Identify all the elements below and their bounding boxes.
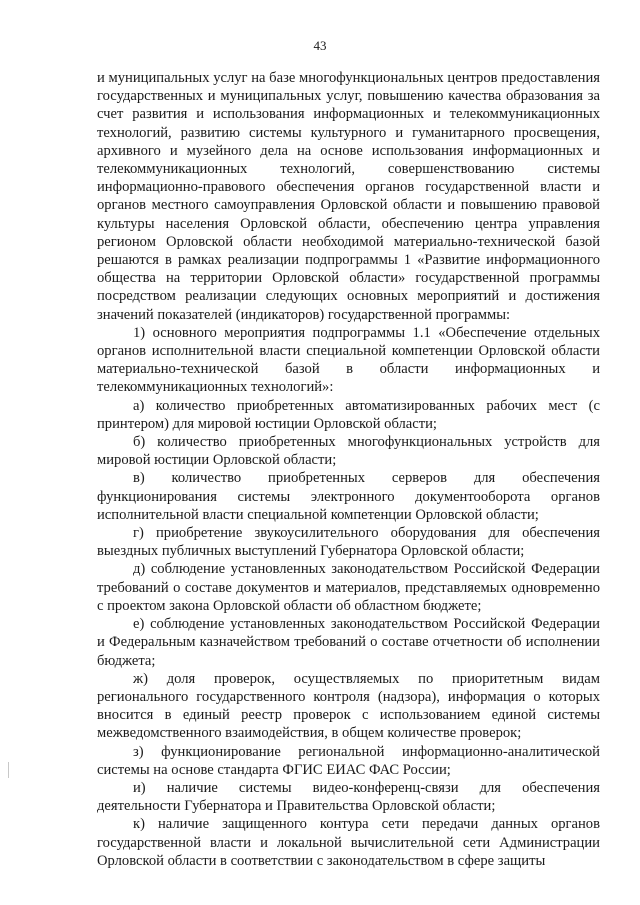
list-item-i: и) наличие системы видео-конференц-связи для обеспечения деятельности Губернатора и Правительства Орловской области; bbox=[97, 779, 600, 815]
list-item-v: в) количество приобретенных серверов для обеспечения функционирования системы электронного документооборота органов исполнительной власти специальной компетенции Орловской области; bbox=[97, 470, 600, 523]
scan-margin-mark bbox=[8, 762, 9, 778]
list-item-g: г) приобретение звукоусилительного оборудования для обеспечения выездных публичных выступлений Губернатора Орловской области; bbox=[97, 525, 600, 560]
page-number: 43 bbox=[313, 38, 327, 53]
paragraph-intro-continuation: и муниципальных услуг на базе многофункциональных центров предоставления государственных и муниципальных услуг, повышению качества образования за счет развития и использования информационных и телекоммуникационных технологий, развитию системы культурного и гуманитарного просвещения, архивного и музейного дела на основе использования информационных и телекоммуникационных технологий, совершенствованию системы информационно-правового обеспечения органов государственной власти и органов местного самоуправления Орловской области и повышению правовой культуры населения Орловской области, обеспечению центра управления регионом Орловской области необходимой материально-технической базой решаются в рамках реализации подпрограммы 1 «Развитие информационного общества на территории Орловской области» государственной программы посредством реализации следующих основных мероприятий и достижения значений показателей (индикаторов) государственной программы: bbox=[97, 70, 600, 323]
paragraph-main-activity-1-1: 1) основного мероприятия подпрограммы 1.1 «Обеспечение отдельных органов исполнительной власти специальной компетенции Орловской области материально-технической базой в области информационных и телекоммуникационных технологий»: bbox=[97, 324, 600, 396]
list-item-d: д) соблюдение установленных законодательством Российской Федерации требований о составе документов и материалов, представляемых одновременно с проектом закона Орловской области об областном бюджете; bbox=[97, 561, 600, 614]
document-body bbox=[97, 69, 600, 870]
list-item-k: к) наличие защищенного контура сети передачи данных органов государственной власти и локальной вычислительной сети Администрации Орловской области в соответствии с законодательством в сфере защиты bbox=[97, 816, 600, 869]
list-item-zh: ж) доля проверок, осуществляемых по приоритетным видам регионального государственного контроля (надзора), информация о которых вносится в единый реестр проверок с использованием единой системы межведомственного взаимодействия, в общем количестве проверок; bbox=[97, 670, 600, 742]
list-item-a: а) количество приобретенных автоматизированных рабочих мест (с принтером) для мировой юстиции Орловской области; bbox=[97, 397, 600, 432]
list-item-b: б) количество приобретенных многофункциональных устройств для мировой юстиции Орловской области; bbox=[97, 434, 600, 469]
list-item-e: е) соблюдение установленных законодательством Российской Федерации и Федеральным казначейством требований о составе отчетности об исполнении бюджета; bbox=[97, 616, 600, 669]
list-item-z: з) функционирование региональной информационно-аналитической системы на основе стандарта ФГИС ЕИАС ФАС России; bbox=[97, 743, 600, 778]
